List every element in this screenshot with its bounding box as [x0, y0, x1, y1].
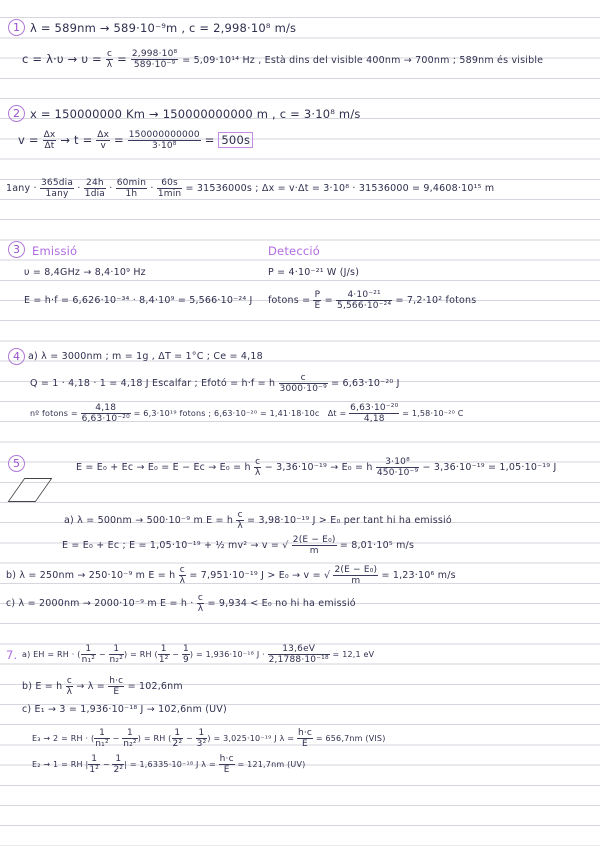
ex5-result: = 8,01·10⁵ m/s [339, 540, 415, 551]
fraction [376, 457, 419, 478]
fraction [66, 676, 74, 697]
fraction [197, 593, 205, 614]
ex4-text: nº fotons = [30, 409, 78, 418]
numerator: 24h [84, 178, 106, 189]
fraction [84, 178, 106, 199]
fraction [94, 728, 110, 749]
fraction [40, 178, 74, 199]
numerator: 1 [81, 644, 97, 655]
fraction [112, 754, 124, 775]
numerator: c [237, 510, 243, 520]
fraction [254, 457, 262, 478]
denominator: Δt [44, 141, 55, 151]
denominator: n₁² [95, 739, 109, 749]
numerator: 2,998·10⁸ [131, 49, 178, 59]
ex4-text: Δt = [327, 409, 347, 418]
denominator: 4,18 [363, 414, 385, 424]
exercise-number-4: 4 [8, 348, 25, 365]
ex2-line1: x = 150000000 Km → 150000000000 m , c = 3·10⁸ m/s [30, 107, 361, 121]
exercise-number-2: 2 [8, 105, 25, 122]
denominator: 1h [125, 189, 138, 199]
fraction [109, 644, 125, 665]
numerator: 6,63·10⁻²⁰ [350, 403, 399, 413]
fraction [179, 565, 187, 586]
numerator: c [279, 373, 328, 384]
ex2-text: 1any · [6, 183, 37, 194]
denominator: 1² [89, 765, 100, 775]
numerator: 1 [158, 644, 170, 655]
ex5-line3 [62, 535, 414, 556]
fraction [128, 130, 201, 151]
ex4-result: = 6,63·10⁻²⁰ J [331, 378, 400, 389]
denominator: 450·10⁻⁹ [376, 468, 419, 478]
ex7-text: = 3,025·10⁻¹⁹ J λ = [213, 734, 295, 743]
numerator: 150000000000 [128, 130, 200, 140]
ex7-text: = RH [130, 650, 152, 659]
numerator: c [255, 457, 261, 467]
numerator: 3·10⁸ [376, 457, 419, 468]
numerator: 1 [88, 754, 100, 765]
numerator: P [314, 290, 321, 300]
ex7-text: = 1,936·10⁻¹⁸ J · [195, 650, 265, 659]
ex7-text: = 1,6335·10⁻¹⁸ J λ = [129, 760, 216, 769]
denominator: 2² [172, 739, 183, 749]
ex3-heading-detection: Detecció [268, 244, 320, 258]
ex3-line2: E = h·f = 6,626·10⁻³⁴ · 8,4·10⁹ = 5,566·10⁻²⁴ J [24, 295, 253, 306]
denominator: 3·10⁸ [151, 141, 177, 151]
fraction [122, 728, 138, 749]
ex7-line4: E₃ → 2 = RH · ( $\frac{1}{\text{n₁²}}$ − $\frac{1}{\text{n₂²}}$ ) = RH ( $\frac{1}{\text{2²}}$ − $\frac{1}{\text{3²}}$ ) = 3,025·10⁻¹⁹ J λ = $\frac{h\cdot c}{E}$ = 656,7nm (VIS) [32, 728, 386, 749]
fraction [131, 49, 179, 70]
ex1-line1: λ = 589nm → 589·10⁻⁹m , c = 2,998·10⁸ m/s [30, 21, 297, 35]
ex5-line5 [6, 593, 356, 614]
ex5-text: a) λ = 500nm → 500·10⁻⁹ m E = h [64, 515, 234, 526]
ex5-result: = 9,934 < E₀ no hi ha emissió [207, 598, 356, 609]
ex1-line2: c = λ·υ → υ = $\frac{c}{\lambda}$ = $\frac{\text{2,998·10⁸}}{\text{589·10⁻⁹}}$ = 5,09·10¹⁴ Hz , Està dins del visible 400nm → 700nm ; 589nm és visible [22, 49, 544, 70]
fraction [313, 290, 321, 311]
ex7-text: − [98, 650, 106, 659]
ex7-text: E₃ → 2 = RH · [32, 734, 89, 743]
boxed-result: 500s [218, 132, 253, 148]
ex2-text: = [114, 133, 124, 147]
denominator: 5,566·10⁻²⁴ [337, 301, 392, 311]
exercise-number-7: 7. [6, 648, 18, 662]
denominator: E [113, 687, 120, 697]
ex7-text: a) EH = RH · [22, 650, 75, 659]
fraction [157, 178, 183, 199]
ex2-text: v = [18, 133, 39, 147]
numerator: 1 [196, 728, 208, 739]
denominator: 1any [45, 189, 69, 199]
ex1-result: = 5,09·10¹⁴ Hz , Està dins del visible 400nm → 700nm ; 589nm és visible [182, 55, 544, 66]
ex7-text: = RH [143, 734, 166, 743]
ex4-line2 [30, 373, 400, 394]
fraction [182, 644, 190, 665]
numerator: 2(E − E₀) [334, 565, 378, 575]
fraction [158, 644, 170, 665]
fraction [297, 728, 313, 749]
ex7-result: = 121,7nm (UV) [237, 760, 306, 769]
ex7-result: = 12,1 eV [332, 650, 375, 659]
ex5-text: − 3,36·10⁻¹⁹ → E₀ = h [264, 462, 373, 473]
ex4-line1: a) λ = 3000nm ; m = 1g , ΔT = 1°C ; Ce = 4,18 [28, 351, 263, 362]
ex2-line3: 1any · $\frac{\text{365dia}}{\text{1any}}$ · $\frac{24h}{\text{1dia}}$ · $\frac{60\min}{1h}$ · $\frac{60s}{1\min}$ = 31536000s ; Δx = v·Δt = 3·10⁸ · 31536000 = 9,4608·10¹⁵ m [6, 178, 495, 199]
numerator: 60min [116, 178, 147, 188]
exercise-number-5: 5 [8, 455, 25, 472]
fraction [88, 754, 100, 775]
fraction [108, 676, 124, 697]
fraction [333, 565, 378, 586]
numerator: 365dia [40, 178, 74, 188]
ex7-text: E₂ → 1 = RH [32, 760, 83, 769]
ex3-result: = 7,2·10² fotons [395, 295, 477, 306]
ex5-line1 [76, 457, 557, 478]
ex1-text: c = λ·υ → υ = [22, 52, 102, 66]
numerator: 2(E − E₀) [292, 535, 336, 545]
denominator: E [302, 739, 308, 749]
ex7-line5: E₂ → 1 = RH | $\frac{1}{\text{1²}}$ − $\frac{1}{\text{2²}}$ | = 1,6335·10⁻¹⁸ J λ = $\frac{h\cdot c}{E}$ = 121,7nm (UV) [32, 754, 306, 775]
numerator: Δx [43, 130, 56, 140]
denominator: λ [254, 468, 261, 478]
fraction [106, 49, 114, 70]
denominator: 1dia [84, 189, 106, 199]
fraction [236, 510, 244, 531]
ex7-result: = 102,6nm [127, 681, 183, 692]
numerator: c [66, 676, 72, 686]
numerator: 60s [157, 178, 183, 189]
numerator: 1 [109, 644, 125, 655]
exercise-number-3: 3 [8, 241, 25, 258]
ex7-line3: c) E₁ → 3 = 1,936·10⁻¹⁸ J → 102,6nm (UV) [22, 704, 227, 715]
denominator: 9 [182, 655, 189, 665]
denominator: n₁² [81, 655, 96, 665]
fraction [349, 403, 399, 424]
numerator: 1 [172, 728, 184, 739]
denominator: m [351, 576, 361, 586]
denominator: λ [197, 604, 204, 614]
numerator: h·c [219, 754, 234, 764]
ex5-text: c) λ = 2000nm → 2000·10⁻⁹ m E = h · [6, 598, 194, 609]
denominator: λ [237, 521, 243, 531]
ex7-text: → λ = [76, 681, 105, 692]
ex4-line3 [30, 403, 464, 424]
ex7-text: b) E = h [22, 681, 63, 692]
fraction [292, 535, 337, 556]
fraction [219, 754, 235, 775]
denominator: E [314, 301, 321, 311]
ex2-text: → t = [60, 133, 93, 147]
ex5-text: b) λ = 250nm → 250·10⁻⁹ m E = h [6, 570, 176, 581]
ex7-line1: a) EH = RH · ( $\frac{1}{\text{n₁²}}$ − $\frac{1}{\text{n₂²}}$ ) = RH ( $\frac{1}{\text{1²}}$ − $\frac{1}{9}$ ) = 1,936·10⁻¹⁸ J · $\frac{13,6eV}{\text{2,1788·10⁻¹⁸}}$ = 12,1 eV [22, 644, 375, 665]
numerator: 13,6eV [268, 644, 330, 655]
ex5-result: = 3,98·10⁻¹⁹ J > E₀ per tant hi ha emissió [247, 515, 452, 526]
fraction [43, 130, 57, 151]
denominator: 589·10⁻⁹ [133, 60, 176, 70]
ex2-line2 [18, 130, 253, 151]
fraction [96, 130, 110, 151]
denominator: 3² [196, 739, 207, 749]
numerator: h·c [297, 728, 313, 738]
ex2-result: = 31536000s ; Δx = v·Δt = 3·10⁸ · 31536000 = 9,4608·10¹⁵ m [185, 183, 495, 194]
fraction [268, 644, 330, 665]
ex5-text: = 7,951·10⁻¹⁹ J > E₀ → v = √ [189, 570, 331, 581]
ex3-heading-emission: Emissió [32, 244, 78, 258]
denominator: m [309, 546, 319, 556]
denominator: 2,1788·10⁻¹⁸ [268, 655, 329, 665]
fraction [196, 728, 208, 749]
ex3-right-line2 [268, 290, 476, 311]
numerator: 1 [182, 644, 189, 654]
ex3-right-line1: P = 4·10⁻²¹ W (J/s) [268, 267, 360, 278]
denominator: n₂² [109, 655, 124, 665]
numerator: 1 [122, 728, 138, 739]
denominator: λ [179, 576, 186, 586]
numerator: 1 [112, 754, 124, 765]
ex3-text: fotons = [268, 295, 311, 306]
numerator: c [106, 49, 113, 59]
ex7-result: = 656,7nm (VIS) [315, 734, 386, 743]
ex5-text: E = E₀ + Ec ; E = 1,05·10⁻¹⁹ + ½ mv² → v = √ [62, 540, 289, 551]
fraction [336, 290, 392, 311]
metal-plate-sketch [8, 478, 53, 502]
denominator: n₂² [123, 739, 137, 749]
numerator: c [179, 565, 185, 575]
fraction [116, 178, 147, 199]
fraction [172, 728, 184, 749]
fraction [81, 644, 97, 665]
ex5-line2 [64, 510, 452, 531]
denominator: E [223, 765, 230, 775]
numerator: c [197, 593, 204, 603]
exercise-number-1: 1 [8, 19, 25, 36]
ex3-line1: υ = 8,4GHz → 8,4·10⁹ Hz [24, 267, 146, 278]
ex3-text: = [324, 295, 333, 306]
denominator: λ [66, 687, 73, 697]
numerator: 1 [94, 728, 110, 739]
fraction [279, 373, 328, 394]
denominator: 6,63·10⁻²⁰ [81, 414, 130, 424]
ex2-text: = [204, 133, 215, 147]
denominator: v [100, 141, 106, 151]
numerator: 4,18 [81, 403, 131, 414]
ex4-result: = 1,58·10⁻²⁰ C [402, 409, 464, 418]
denominator: λ [106, 60, 113, 70]
ex4-text: Q = 1 · 4,18 · 1 = 4,18 J Escalfar ; Efotó = h·f = h [30, 378, 276, 389]
ex5-text: E = E₀ + Ec → E₀ = E − Ec → E₀ = h [76, 462, 251, 473]
ex4-text: = 6,3·10¹⁹ fotons ; 6,63·10⁻²⁰ = 1,41·18·10c [133, 409, 320, 418]
denominator: 2² [113, 765, 124, 775]
denominator: 1min [157, 189, 182, 199]
ex5-line4 [6, 565, 456, 586]
ex7-line2 [22, 676, 183, 697]
numerator: h·c [109, 676, 124, 686]
ex5-result: − 3,36·10⁻¹⁹ = 1,05·10⁻¹⁹ J [422, 462, 557, 473]
ex5-result: = 1,23·10⁶ m/s [381, 570, 456, 581]
numerator: 4·10⁻²¹ [336, 290, 392, 301]
denominator: 3000·10⁻⁹ [279, 384, 327, 394]
numerator: Δx [97, 130, 110, 140]
fraction [81, 403, 131, 424]
denominator: 1² [158, 655, 169, 665]
